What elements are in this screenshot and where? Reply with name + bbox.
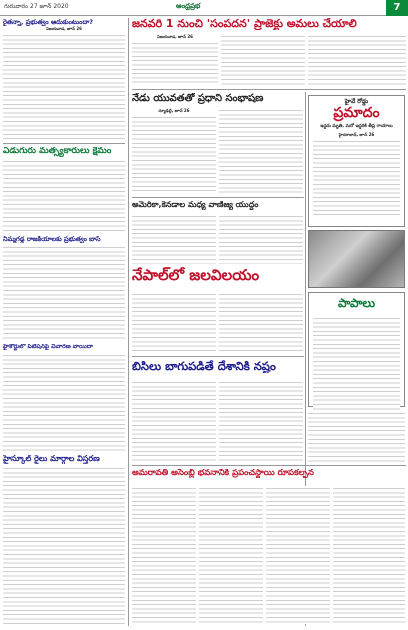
divider — [132, 197, 304, 198]
left-headline-2: ఏడుగురు మత్స్యకారులు క్షేమం — [3, 147, 112, 156]
mid-article-3-header — [132, 267, 306, 291]
divider — [132, 89, 406, 90]
left-article-2 — [3, 147, 125, 233]
bottom-banner — [132, 469, 406, 483]
mid-article-1-col-1 — [132, 108, 216, 193]
left-article-5 — [3, 455, 125, 626]
page-number: 7 — [386, 0, 408, 16]
dateline: విజయవాడ, జూన్ 26 — [46, 26, 82, 32]
dateline: విజయవాడ, జూన్ 26 — [157, 34, 193, 39]
mid-headline-1: నేడు యువతతో ప్రధాని సంభాషణ — [132, 93, 264, 104]
article-body — [132, 115, 216, 193]
article-body — [313, 316, 400, 414]
right-headline-1: ప్రమాదం — [333, 105, 380, 121]
divider — [132, 465, 406, 466]
mid-article-1 — [132, 93, 302, 104]
left-article-1 — [3, 19, 125, 141]
left-article-4 — [3, 344, 125, 451]
top-banner — [132, 18, 406, 32]
top-article-col-3 — [308, 34, 406, 86]
divider — [132, 356, 304, 357]
paper-name: ఆంధ్రప్రభ — [176, 2, 201, 10]
right-box-1 — [308, 95, 405, 227]
right-kicker: హైవే రోడ్డు — [344, 98, 369, 105]
bottom-article-col-3 — [266, 486, 330, 624]
divider — [3, 143, 125, 144]
article-body — [132, 41, 218, 86]
bottom-article-col-1 — [132, 486, 196, 624]
right-photo — [308, 230, 405, 288]
masthead — [0, 0, 408, 16]
mid-article-4-col-1 — [132, 380, 216, 462]
article-body — [3, 159, 125, 233]
dateline: న్యూఢిల్లీ, జూన్ 26 — [158, 108, 190, 113]
mid-article-2-col-2 — [219, 214, 303, 264]
mid-article-4-header — [132, 360, 304, 378]
article-body — [313, 139, 400, 217]
mid-headline-3: నేపాల్‌లో జలవిలయం — [132, 267, 260, 284]
article-body — [3, 466, 125, 626]
article-body — [3, 245, 125, 341]
left-headline-3: నిమ్మగడ్డ రాజకీయాలకు ప్రభుత్వం బాస్ — [3, 236, 101, 243]
left-article-3 — [3, 236, 125, 341]
top-article-col-1 — [132, 34, 218, 86]
right-box-2 — [308, 292, 405, 407]
mid-headline-5: అమరావతి అసెంబ్లీ భవనానికి ప్రపంచస్థాయి రూపకల్పన — [132, 469, 314, 478]
mid-article-1-col-2 — [219, 108, 303, 194]
mid-article-2-col-1 — [132, 214, 216, 264]
left-headline-4: హైకోర్టులో పిటిషన్‌పై విచారణ వాయిదా — [3, 344, 94, 350]
left-headline-1: రైతన్నా, ప్రభుత్వం ఆదుకుంటుందా? — [3, 19, 93, 26]
mid-article-3-col-1 — [132, 292, 216, 352]
mid-article-4-col-2 — [219, 380, 303, 462]
right-article-col — [308, 411, 405, 462]
left-headline-5: హైస్కూల్ రైలు మార్గాల విస్తరణ — [3, 455, 100, 463]
mid-article-3-col-2 — [219, 292, 303, 352]
article-body — [3, 33, 125, 141]
column-divider — [128, 18, 129, 626]
right-headline-2: పాపాలు — [337, 296, 376, 310]
right-subhead: ఇద్దరు మృతి, మరో ఇద్దరికి తీవ్ర గాయాలు — [320, 124, 393, 129]
top-article-col-2 — [221, 34, 305, 86]
mid-headline-2: అమెరికా,కెనడాల మధ్య వాణిజ్య యుద్ధం — [132, 201, 259, 209]
dateline: హైదరాబాద్, జూన్ 26 — [338, 132, 375, 137]
top-headline: జనవరి 1 నుంచి 'సంపదన' ప్రాజెక్టు అమలు చేయాలి — [132, 18, 357, 30]
bottom-article-col-2 — [199, 486, 263, 624]
mid-headline-4: బిసిలు బాగుపడితే దేశానికి నష్టం — [132, 360, 276, 373]
mid-article-2 — [132, 201, 304, 210]
article-body — [3, 353, 125, 451]
issue-date: గురువారం 27 జూన్ 2020 — [4, 3, 69, 10]
bottom-article-col-4 — [333, 486, 405, 624]
